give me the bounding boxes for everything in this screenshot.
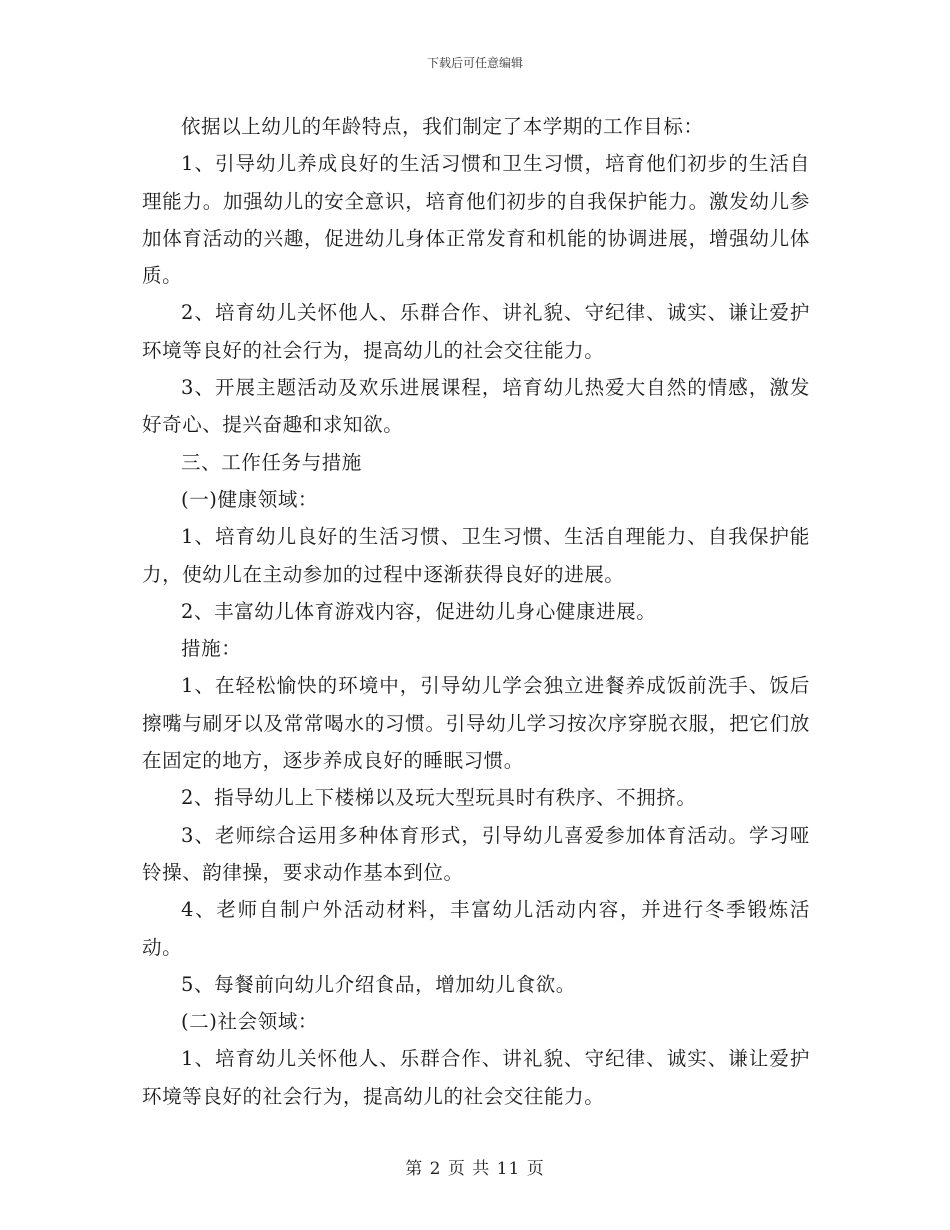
paragraph-social-task-1: 1、培育幼儿关怀他人、乐群合作、讲礼貌、守纪律、诚实、谦让爱护环境等良好的社会行为，提高幼儿的社会交往能力。 (142, 1047, 810, 1108)
subsection-heading-social: (二)社会领域： (181, 1010, 319, 1034)
page-number-footer: 第 2 页 共 11 页 (405, 1159, 545, 1179)
document-body (142, 108, 810, 1115)
paragraph-intro: 依据以上幼儿的年龄特点，我们制定了本学期的工作目标： (181, 115, 704, 138)
paragraph-measure-2: 2、指导幼儿上下楼梯以及玩大型玩具时有秩序、不拥挤。 (181, 786, 697, 810)
paragraph-health-task-1: 1、培育幼儿良好的生活习惯、卫生习惯、生活自理能力、自我保护能力，使幼儿在主动参加的过程中逐渐获得良好的进展。 (142, 525, 810, 586)
measures-heading: 措施： (181, 637, 242, 661)
subsection-heading-health: (一)健康领域： (181, 487, 319, 511)
section-heading-tasks: 三、工作任务与措施 (181, 450, 362, 474)
paragraph-measure-1: 1、在轻松愉快的环境中，引导幼儿学会独立进餐养成饭前洗手、饭后擦嘴与刷牙以及常常喝水的习惯。引导幼儿学习按次序穿脱衣服，把它们放在固定的地方，逐步养成良好的睡眠习惯。 (142, 674, 810, 773)
paragraph-measure-4: 4、老师自制户外活动材料，丰富幼儿活动内容，并进行冬季锻炼活动。 (142, 898, 810, 959)
paragraph-health-task-2: 2、丰富幼儿体育游戏内容，促进幼儿身心健康进展。 (181, 599, 657, 623)
paragraph-goal-2: 2、培育幼儿关怀他人、乐群合作、讲礼貌、守纪律、诚实、谦让爱护环境等良好的社会行为，提高幼儿的社会交往能力。 (142, 301, 810, 362)
paragraph-goal-3: 3、开展主题活动及欢乐进展课程，培育幼儿热爱大自然的情感，激发好奇心、提兴奋趣和求知欲。 (142, 376, 810, 437)
paragraph-goal-1: 1、引导幼儿养成良好的生活习惯和卫生习惯，培育他们初步的生活自理能力。加强幼儿的安全意识，培育他们初步的自我保护能力。激发幼儿参加体育活动的兴趣，促进幼儿身体正常发育和机能的协调进展，增强幼儿体质。 (142, 152, 810, 288)
paragraph-measure-5: 5、每餐前向幼儿介绍食品，增加幼儿食欲。 (181, 972, 576, 996)
page-header: 下载后可任意编辑 (426, 56, 523, 70)
paragraph-measure-3: 3、老师综合运用多种体育形式，引导幼儿喜爱参加体育活动。学习哑铃操、韵律操，要求动作基本到位。 (142, 823, 810, 884)
